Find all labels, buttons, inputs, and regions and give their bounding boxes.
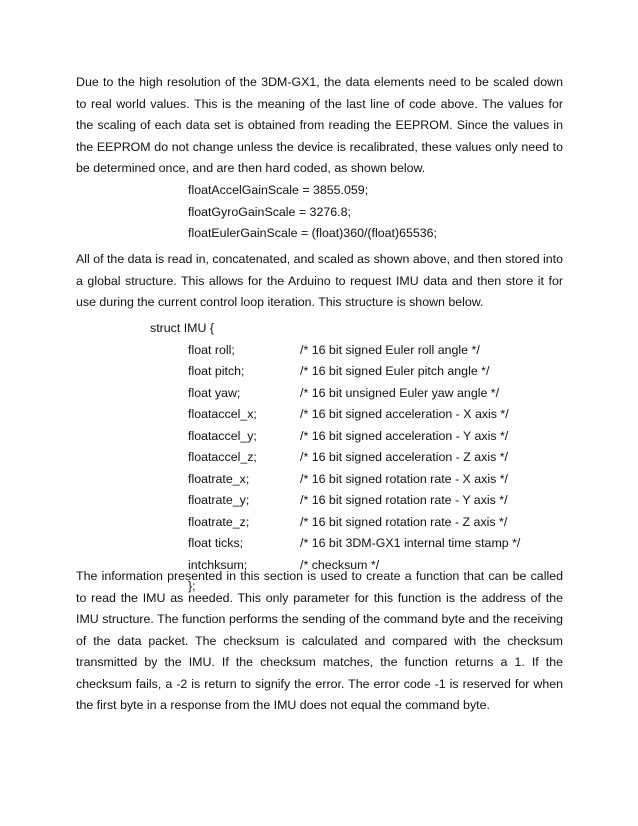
scale-constants-code — [188, 180, 437, 245]
field-name: floatrate_y; — [188, 493, 250, 507]
field-name: floatrate_z; — [188, 514, 250, 529]
field-comment: /* 16 bit signed rotation rate - Y axis */ — [300, 493, 508, 507]
field-comment: /* 16 bit unsigned Euler yaw angle */ — [300, 385, 500, 400]
field-comment: /* 16 bit signed rotation rate - X axis */ — [300, 471, 508, 486]
struct-field-row — [188, 340, 520, 362]
struct-field-row — [188, 469, 520, 491]
field-name: floataccel_x; — [188, 407, 257, 421]
struct-field-row — [188, 404, 520, 426]
struct-fields — [188, 340, 520, 598]
field-comment: /* 16 bit signed Euler roll angle */ — [300, 342, 480, 357]
field-name: float pitch; — [188, 364, 245, 378]
field-name: float yaw; — [188, 385, 241, 400]
struct-field-row — [188, 533, 520, 555]
code-line-euler-gain: floatEulerGainScale = (float)360/(float)65536; — [188, 226, 437, 240]
struct-field-row — [188, 426, 520, 448]
field-name: floataccel_y; — [188, 428, 257, 443]
field-comment: /* 16 bit signed acceleration - Y axis */ — [300, 428, 509, 443]
struct-closing-brace: }; — [188, 579, 196, 593]
field-name: intchksum; — [188, 557, 248, 572]
paragraph-scaling-intro: Due to the high resolution of the 3DM-GX1, the data elements need to be scaled down to real world values. This is the meaning of the last line of code above. The values for the scaling of each data set is obtained from reading the EEPROM. Since the values in the EEPROM do not change unless the device is recalibrated, these values only need to be determined once, and are then hard coded, as shown below. — [76, 75, 563, 175]
field-name: floataccel_z; — [188, 450, 257, 464]
field-name: floatrate_x; — [188, 471, 250, 486]
paragraph-function-description: The information presented in this section is used to create a function that can be called to read the IMU as needed. This only parameter for this function is the address of the IMU structure. The function performs the sending of the command byte and the receiving of the data packet. The checksum is calculated and compared with the checksum transmitted by the IMU. If the checksum matches, the function returns a 1. If the checksum fails, a -2 is return to signify the error. The error code -1 is reserved for when the first byte in a response from the IMU does not equal the command byte. — [76, 569, 563, 712]
struct-field-row — [188, 361, 520, 383]
field-name: float roll; — [188, 342, 235, 357]
struct-field-row — [188, 512, 520, 534]
paragraph-global-structure: All of the data is read in, concatenated, and scaled as shown above, and then stored into a global structure. This allows for the Arduino to request IMU data and then store it for use during the current control loop iteration. This structure is shown below. — [76, 252, 564, 309]
field-comment: /* checksum */ — [300, 557, 380, 572]
field-name: float ticks; — [188, 536, 244, 550]
code-line-accel-gain: floatAccelGainScale = 3855.059; — [188, 183, 369, 197]
field-comment: /* 16 bit signed Euler pitch angle */ — [300, 364, 490, 378]
field-comment: /* 16 bit signed acceleration - X axis */ — [300, 407, 509, 421]
field-comment: /* 16 bit signed rotation rate - Z axis */ — [300, 514, 508, 529]
struct-field-row — [188, 490, 520, 512]
struct-field-row — [188, 447, 520, 469]
code-line-gyro-gain: floatGyroGainScale = 3276.8; — [188, 204, 351, 219]
field-comment: /* 16 bit 3DM-GX1 internal time stamp */ — [300, 536, 521, 550]
field-comment: /* 16 bit signed acceleration - Z axis */ — [300, 450, 508, 464]
struct-header: struct IMU { — [150, 321, 215, 335]
struct-field-row — [188, 383, 520, 405]
